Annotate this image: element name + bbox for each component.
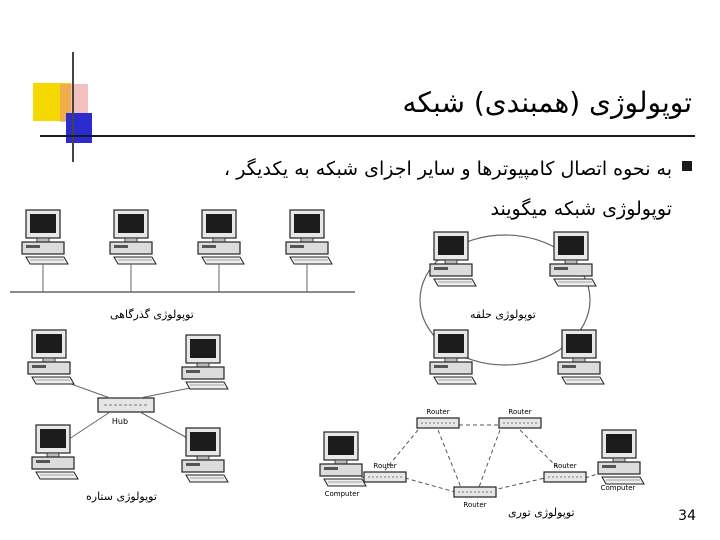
router-label-3: Router bbox=[373, 462, 397, 470]
mesh-computer-right bbox=[598, 430, 644, 484]
bus-pc-3 bbox=[198, 210, 244, 292]
star-topology bbox=[28, 330, 228, 482]
ring-pc-2 bbox=[550, 232, 596, 286]
computer-label-left: Computer bbox=[324, 490, 360, 498]
bullet-text-line2: توپولوژی شبکه میگویند bbox=[490, 198, 672, 220]
ring-pc-3 bbox=[430, 330, 476, 384]
star-pc-4 bbox=[182, 428, 228, 482]
mesh-router-3 bbox=[364, 472, 406, 482]
bus-caption: توپولوژی گذرگاهی bbox=[110, 308, 194, 321]
slide-title: توپولوژی (همبندی) شبکه bbox=[402, 86, 692, 119]
star-pc-2 bbox=[182, 335, 228, 389]
star-caption: توپولوژی ستاره bbox=[86, 490, 157, 503]
bullet-text-line1: به نحوه اتصال کامپیوترها و سایر اجزای شبکه به یکدیگر ، bbox=[224, 158, 672, 180]
computer-label-right: Computer bbox=[600, 484, 636, 492]
mesh-router-1 bbox=[417, 418, 459, 428]
star-pc-3 bbox=[32, 425, 78, 479]
bus-pc-1 bbox=[22, 210, 68, 292]
mesh-caption: توپولوژی توری bbox=[508, 506, 575, 519]
hub-label: Hub bbox=[111, 417, 129, 426]
router-label-5: Router bbox=[553, 462, 577, 470]
ring-pc-4 bbox=[558, 330, 604, 384]
page-number: 34 bbox=[678, 508, 696, 524]
bus-topology bbox=[10, 210, 355, 292]
bus-pc-4 bbox=[286, 210, 332, 292]
mesh-router-4 bbox=[454, 487, 496, 497]
router-label-4: Router bbox=[463, 501, 487, 509]
mesh-router-2 bbox=[499, 418, 541, 428]
mesh-router-5 bbox=[544, 472, 586, 482]
bus-pc-2 bbox=[110, 210, 156, 292]
ring-pc-1 bbox=[430, 232, 476, 286]
router-label-1: Router bbox=[426, 408, 450, 416]
star-pc-1 bbox=[28, 330, 74, 384]
mesh-computer-left bbox=[320, 432, 366, 486]
mesh-topology bbox=[320, 418, 644, 497]
router-label-2: Router bbox=[508, 408, 532, 416]
ring-caption: توپولوژی حلقه bbox=[470, 308, 536, 321]
